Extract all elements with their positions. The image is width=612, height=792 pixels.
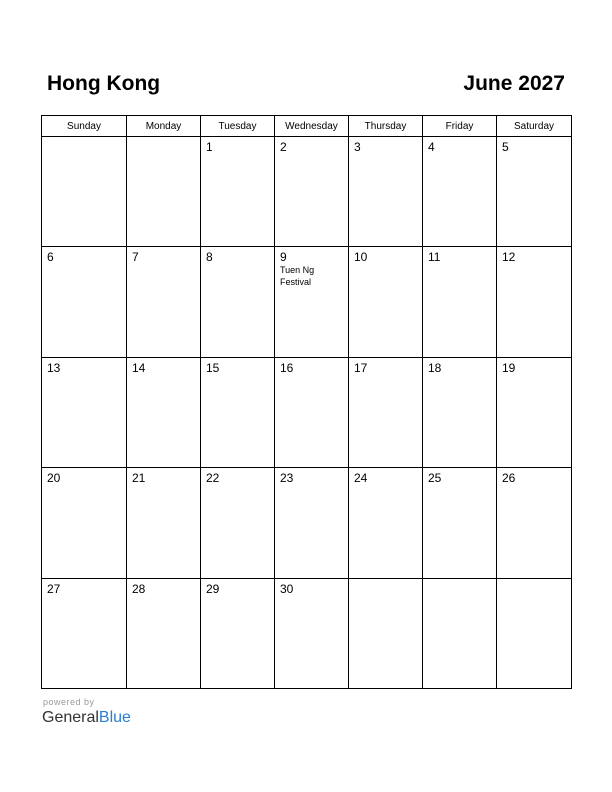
brand-blue: Blue [98, 709, 131, 726]
day-number: 7 [132, 250, 139, 265]
day-number: 20 [47, 471, 61, 486]
week-row-2 [42, 247, 572, 357]
weekday-friday: Friday [423, 116, 497, 137]
day-cell [275, 137, 349, 247]
powered-by-label: powered by [43, 697, 95, 707]
day-number: 5 [502, 140, 509, 154]
week-row-5 [42, 578, 572, 688]
calendar-grid [41, 115, 572, 689]
month-title: June 2027 [463, 72, 565, 95]
weekday-header-row [42, 116, 572, 137]
day-number: 25 [428, 471, 442, 486]
day-cell [275, 578, 349, 688]
day-cell [423, 247, 497, 357]
day-cell [201, 357, 275, 467]
day-cell [423, 357, 497, 467]
day-cell [42, 247, 127, 357]
generalblue-logo[interactable] [42, 709, 131, 727]
day-cell [201, 468, 275, 578]
day-number: 10 [354, 250, 368, 265]
holiday-label: Tuen Ng Festival [280, 265, 315, 288]
day-cell [127, 468, 201, 578]
day-number: 23 [280, 471, 294, 486]
day-number: 18 [428, 360, 442, 375]
day-cell [42, 137, 127, 247]
day-cell [497, 357, 572, 467]
day-cell [275, 357, 349, 467]
day-number: 12 [502, 250, 516, 265]
day-cell [127, 137, 201, 247]
day-cell [275, 468, 349, 578]
day-number: 27 [47, 581, 61, 596]
day-number [42, 137, 126, 140]
day-number: 17 [354, 360, 368, 375]
weekday-wednesday: Wednesday [275, 116, 349, 137]
day-number: 19 [502, 360, 516, 375]
day-cell [42, 468, 127, 578]
day-cell [42, 357, 127, 467]
day-cell [275, 247, 349, 357]
day-cell [349, 468, 423, 578]
day-number [349, 579, 422, 582]
day-number: 24 [354, 471, 368, 486]
day-cell [497, 247, 572, 357]
day-cell [349, 247, 423, 357]
day-number [423, 579, 496, 582]
day-cell [497, 578, 572, 688]
day-cell [497, 468, 572, 578]
day-cell [349, 357, 423, 467]
day-cell [127, 578, 201, 688]
weekday-sunday: Sunday [42, 116, 127, 137]
day-number: 4 [428, 140, 435, 154]
weekday-tuesday: Tuesday [201, 116, 275, 137]
day-cell [423, 468, 497, 578]
weekday-monday: Monday [127, 116, 201, 137]
weekday-saturday: Saturday [497, 116, 572, 137]
day-cell [497, 137, 572, 247]
day-cell [423, 578, 497, 688]
day-cell [201, 137, 275, 247]
day-number: 3 [354, 140, 361, 154]
day-number [127, 137, 200, 140]
week-row-3 [42, 357, 572, 467]
day-number: 29 [206, 581, 220, 596]
day-number: 1 [206, 140, 213, 154]
weekday-thursday: Thursday [349, 116, 423, 137]
day-number: 15 [206, 360, 220, 375]
brand-general: General [42, 709, 99, 726]
week-row-1 [42, 137, 572, 247]
day-number: 30 [280, 581, 294, 596]
day-number: 22 [206, 471, 220, 486]
day-cell [201, 578, 275, 688]
day-number: 26 [502, 471, 516, 486]
region-title: Hong Kong [47, 72, 161, 95]
day-cell [127, 247, 201, 357]
week-row-4 [42, 468, 572, 578]
day-cell [349, 578, 423, 688]
day-number: 16 [280, 360, 294, 375]
day-number: 2 [280, 140, 287, 154]
day-number: 28 [132, 581, 146, 596]
day-cell [42, 578, 127, 688]
day-number [497, 579, 571, 582]
day-cell [127, 357, 201, 467]
day-number: 21 [132, 471, 146, 486]
day-number: 11 [428, 250, 441, 265]
day-cell [201, 247, 275, 357]
day-cell [423, 137, 497, 247]
day-cell [349, 137, 423, 247]
day-number: 8 [206, 250, 213, 265]
day-number: 14 [132, 360, 146, 375]
day-number: 13 [47, 360, 61, 375]
day-number: 9 [280, 250, 287, 265]
day-number: 6 [47, 250, 54, 265]
